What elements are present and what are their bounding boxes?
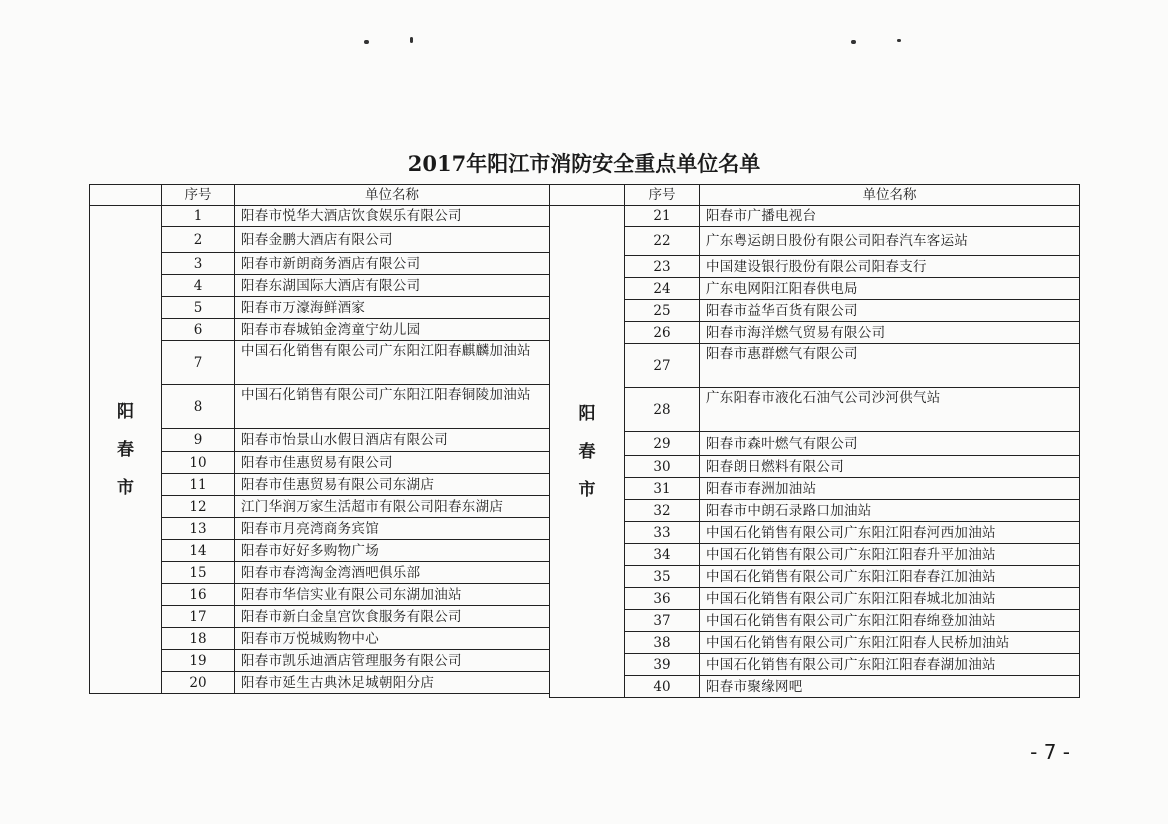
unit-name-cell: 中国石化销售有限公司广东阳江阳春城北加油站 [700,588,1080,610]
seq-cell: 19 [162,650,235,672]
seq-cell: 13 [162,518,235,540]
seq-cell: 29 [625,432,700,456]
table-row [550,322,1080,344]
seq-cell: 1 [162,206,235,227]
table-row [550,544,1080,566]
seq-cell: 7 [162,341,235,385]
header-seq: 序号 [162,185,235,206]
seq-cell: 24 [625,278,700,300]
document-title: 2017年阳江市消防安全重点单位名单 [407,151,761,176]
unit-name-cell: 阳春市惠群燃气有限公司 [700,344,1080,388]
seq-cell: 18 [162,628,235,650]
seq-cell: 2 [162,227,235,253]
unit-name-cell: 阳春市广播电视台 [700,206,1080,227]
table-row [550,588,1080,610]
unit-name-cell: 江门华润万家生活超市有限公司阳春东湖店 [235,496,550,518]
seq-cell: 35 [625,566,700,588]
unit-name-cell: 阳春市好好多购物广场 [235,540,550,562]
right-unit-table [549,184,1080,698]
header-seq: 序号 [625,185,700,206]
scan-speck [364,40,369,44]
seq-cell: 11 [162,474,235,496]
seq-cell: 4 [162,275,235,297]
unit-name-cell: 中国石化销售有限公司广东阳江阳春河西加油站 [700,522,1080,544]
table-row [550,500,1080,522]
unit-name-cell: 阳春市悦华大酒店饮食娱乐有限公司 [235,206,550,227]
unit-name-cell: 中国建设银行股份有限公司阳春支行 [700,256,1080,278]
seq-cell: 8 [162,385,235,429]
seq-cell: 37 [625,610,700,632]
unit-name-cell: 阳春市春城铂金湾童宁幼儿园 [235,319,550,341]
unit-name-cell: 中国石化销售有限公司广东阳江阳春春湖加油站 [700,654,1080,676]
unit-name-cell: 阳春市延生古典沐足城朝阳分店 [235,672,550,694]
seq-cell: 12 [162,496,235,518]
seq-cell: 36 [625,588,700,610]
city-label-cell [90,206,162,694]
table-row [90,206,550,227]
seq-cell: 28 [625,388,700,432]
unit-name-cell: 广东电网阳江阳春供电局 [700,278,1080,300]
seq-cell: 5 [162,297,235,319]
header-unit-name: 单位名称 [235,185,550,206]
seq-cell: 10 [162,452,235,474]
unit-name-cell: 阳春市凯乐迪酒店管理服务有限公司 [235,650,550,672]
unit-name-cell: 阳春市森叶燃气有限公司 [700,432,1080,456]
unit-name-cell: 阳春市佳惠贸易有限公司东湖店 [235,474,550,496]
page-number: - 7 - [1030,740,1070,764]
seq-cell: 23 [625,256,700,278]
seq-cell: 27 [625,344,700,388]
table-row [550,227,1080,256]
unit-name-cell: 阳春市佳惠贸易有限公司 [235,452,550,474]
table-header-row [550,185,1080,206]
city-char: 春 [117,439,134,460]
table-row [550,610,1080,632]
unit-name-cell: 阳春市聚缘网吧 [700,676,1080,698]
table-row [550,478,1080,500]
unit-name-cell: 阳春市万濠海鲜酒家 [235,297,550,319]
unit-name-cell: 阳春市中朗石录路口加油站 [700,500,1080,522]
city-label-cell [550,206,625,698]
seq-cell: 31 [625,478,700,500]
unit-name-cell: 中国石化销售有限公司广东阳江阳春铜陵加油站 [235,385,550,429]
unit-name-cell: 阳春金鹏大酒店有限公司 [235,227,550,253]
scan-speck [410,37,413,43]
unit-name-cell: 阳春市新朗商务酒店有限公司 [235,253,550,275]
unit-name-cell: 阳春朗日燃料有限公司 [700,456,1080,478]
table-row [550,566,1080,588]
seq-cell: 17 [162,606,235,628]
table-row [550,344,1080,388]
table-row [550,300,1080,322]
table-row [550,388,1080,432]
unit-name-cell: 中国石化销售有限公司广东阳江阳春绵登加油站 [700,610,1080,632]
unit-name-cell: 阳春市月亮湾商务宾馆 [235,518,550,540]
seq-cell: 34 [625,544,700,566]
city-char: 市 [117,477,134,498]
seq-cell: 32 [625,500,700,522]
seq-cell: 40 [625,676,700,698]
table-row [550,632,1080,654]
table-row [550,654,1080,676]
unit-name-cell: 阳春市新白金皇宫饮食服务有限公司 [235,606,550,628]
seq-cell: 9 [162,429,235,452]
seq-cell: 21 [625,206,700,227]
header-blank-cell [550,185,625,206]
unit-name-cell: 阳春市春洲加油站 [700,478,1080,500]
unit-name-cell: 阳春市益华百货有限公司 [700,300,1080,322]
unit-name-cell: 阳春市春湾淘金湾酒吧俱乐部 [235,562,550,584]
seq-cell: 20 [162,672,235,694]
city-char: 春 [578,441,596,462]
table-row [550,256,1080,278]
seq-cell: 33 [625,522,700,544]
table-row [550,676,1080,698]
unit-name-cell: 阳春市华信实业有限公司东湖加油站 [235,584,550,606]
unit-name-cell: 广东阳春市液化石油气公司沙河供气站 [700,388,1080,432]
table-row [550,432,1080,456]
scan-speck [851,40,856,44]
unit-name-cell: 中国石化销售有限公司广东阳江阳春麒麟加油站 [235,341,550,385]
seq-cell: 38 [625,632,700,654]
unit-name-cell: 阳春市怡景山水假日酒店有限公司 [235,429,550,452]
seq-cell: 25 [625,300,700,322]
header-blank-cell [90,185,162,206]
unit-name-cell: 阳春市万悦城购物中心 [235,628,550,650]
seq-cell: 16 [162,584,235,606]
seq-cell: 39 [625,654,700,676]
header-unit-name: 单位名称 [700,185,1080,206]
table-row [550,522,1080,544]
unit-name-cell: 中国石化销售有限公司广东阳江阳春升平加油站 [700,544,1080,566]
seq-cell: 6 [162,319,235,341]
seq-cell: 30 [625,456,700,478]
unit-name-cell: 阳春东湖国际大酒店有限公司 [235,275,550,297]
seq-cell: 14 [162,540,235,562]
unit-name-cell: 中国石化销售有限公司广东阳江阳春人民桥加油站 [700,632,1080,654]
table-row [550,206,1080,227]
seq-cell: 26 [625,322,700,344]
unit-name-cell: 广东粤运朗日股份有限公司阳春汽车客运站 [700,227,1080,256]
unit-name-cell: 中国石化销售有限公司广东阳江阳春春江加油站 [700,566,1080,588]
seq-cell: 22 [625,227,700,256]
seq-cell: 15 [162,562,235,584]
city-char: 阳 [117,401,134,422]
table-row [550,278,1080,300]
unit-name-cell: 阳春市海洋燃气贸易有限公司 [700,322,1080,344]
city-char: 市 [578,479,596,500]
left-unit-table [89,184,550,694]
table-header-row [90,185,550,206]
city-char: 阳 [578,403,596,424]
seq-cell: 3 [162,253,235,275]
table-row [550,456,1080,478]
scan-speck [897,39,901,42]
